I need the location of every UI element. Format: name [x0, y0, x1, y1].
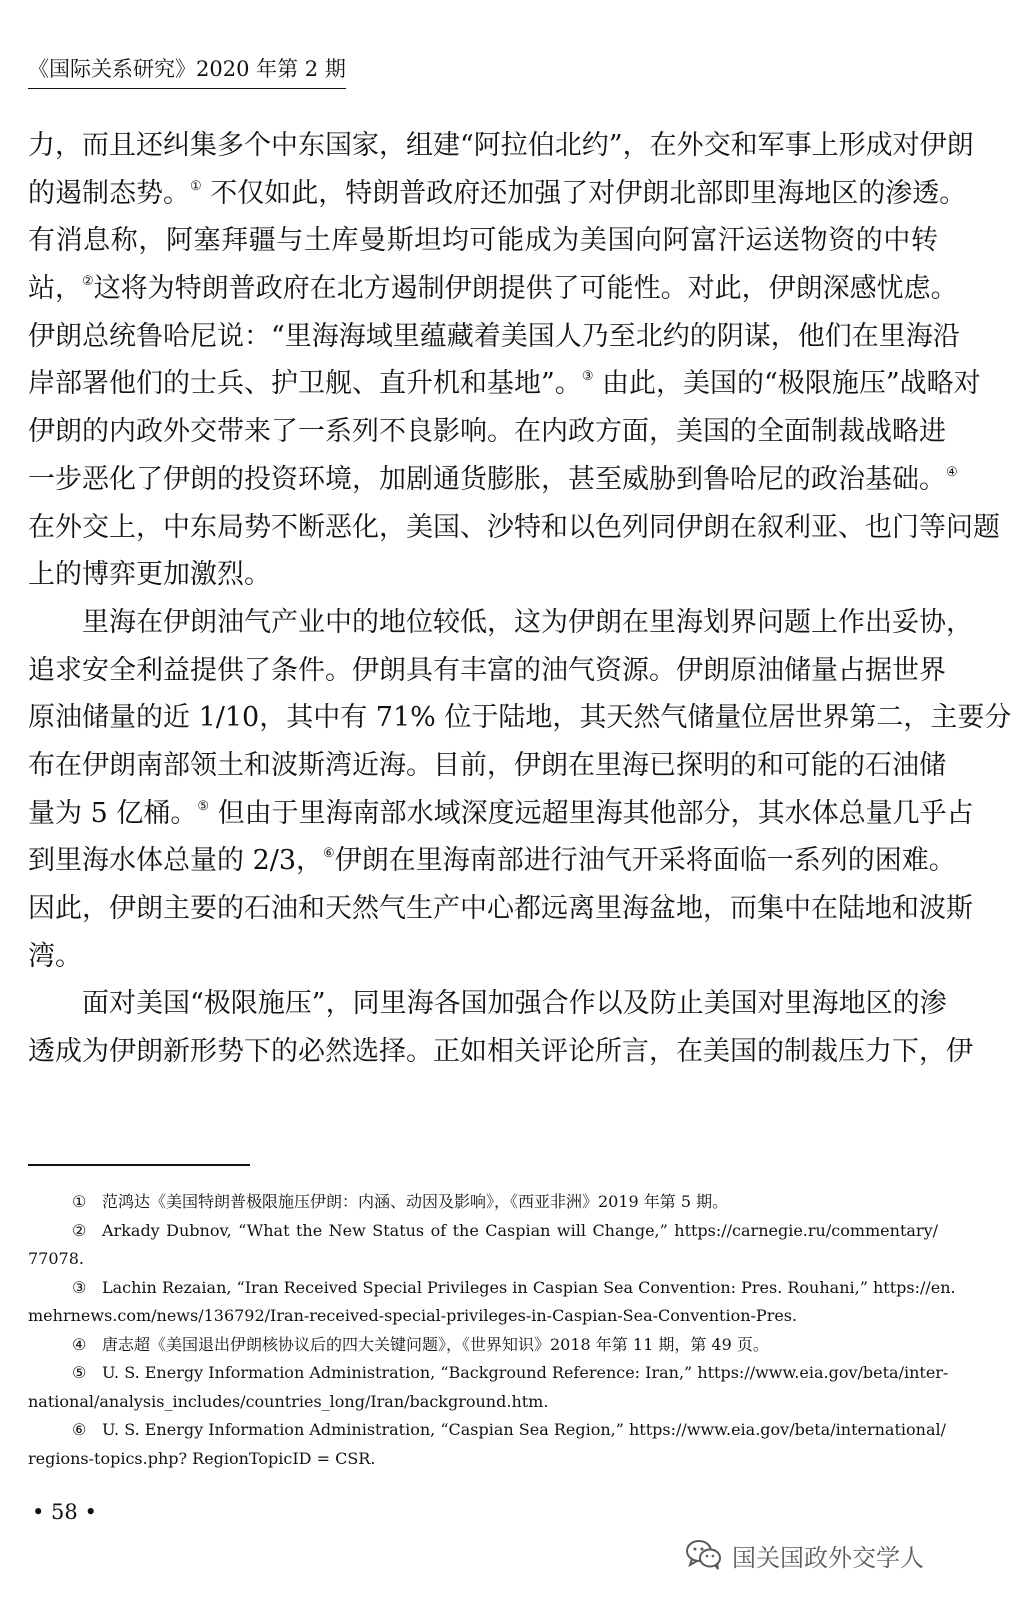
body-line-text: 追求安全利益提供了条件。伊朗具有丰富的油气资源。伊朗原油储量占据世界: [28, 654, 946, 686]
watermark: [684, 1537, 924, 1573]
body-line: [28, 837, 956, 885]
footnotes: [28, 1188, 956, 1473]
footnote-marker: ④: [72, 1334, 87, 1354]
footnote-text: U. S. Energy Information Administration, “Background Reference: Iran,” https://www.eia.gov/beta/inter-: [102, 1363, 949, 1382]
body-line-text: 由此，美国的“极限施压”战略对: [593, 368, 981, 400]
body-line: [28, 504, 1000, 552]
body-line-text: 在外交上，中东局势不断恶化，美国、沙特和以色列同伊朗在叙利亚、也门等问题: [28, 511, 1000, 543]
footnote-text: 77078.: [28, 1249, 84, 1268]
watermark-text: 国关国政外交学人: [732, 1543, 924, 1572]
body-line: [28, 217, 938, 265]
body-line-text: 这将为特朗普政府在北方遏制伊朗提供了可能性。对此，伊朗深感忧虑。: [93, 273, 958, 305]
footnote-ref[interactable]: ③: [581, 369, 594, 385]
footnote-ref[interactable]: ④: [946, 464, 958, 480]
body-line-text: 因此，伊朗主要的石油和天然气生产中心都远离里海盆地，而集中在陆地和波斯: [28, 893, 973, 924]
body-line: [28, 360, 981, 408]
footnote-marker: ①: [72, 1192, 87, 1211]
body-line-text: 的遏制态势。: [28, 177, 190, 209]
body-line-text: 不仅如此，特朗普政府还加强了对伊朗北部即里海地区的渗透。: [201, 177, 967, 209]
body-line: [28, 790, 974, 838]
body-line: [28, 599, 973, 647]
footnote-line: [28, 1188, 938, 1217]
footnote-line: [28, 1331, 938, 1360]
body-line: [28, 647, 946, 695]
footnote-marker: ③: [72, 1277, 87, 1297]
footnote-line: [28, 1274, 956, 1303]
body-line-text: 站，: [28, 273, 82, 305]
footnote-text: regions-topics.php? RegionTopicID = CSR.: [28, 1448, 376, 1468]
body-line-text: 伊朗的内政外交带来了一系列不良影响。在内政方面，美国的全面制裁战略进: [28, 416, 946, 448]
footnote-text: 范鸿达《美国特朗普极限施压伊朗：内涵、动因及影响》，《西亚非洲》2019 年第 5 期。: [102, 1192, 729, 1211]
body-line-text: 量为 5 亿桶。: [28, 797, 198, 829]
footnote-marker: ⑤: [72, 1363, 87, 1382]
footnote-line: [28, 1217, 938, 1246]
body-line: [28, 742, 946, 790]
wechat-icon: [684, 1538, 724, 1572]
footnote-text: U. S. Energy Information Administration, “Caspian Sea Region,” https://www.eia.gov/beta/international/: [102, 1420, 946, 1439]
footnote-line: [28, 1302, 938, 1331]
body-line-text: 布在伊朗南部领土和波斯湾近海。目前，伊朗在里海已探明的和可能的石油储: [28, 749, 946, 781]
body-line: [28, 313, 960, 361]
footnote-ref[interactable]: ①: [190, 178, 202, 194]
body-line: [28, 170, 967, 218]
body-line-text: 到里海水体总量的 2/3，: [28, 845, 324, 877]
footnote-marker: ②: [72, 1220, 87, 1240]
body-line-text: 一步恶化了伊朗的投资环境，加剧通货膨胀，甚至威胁到鲁哈尼的政治基础。: [28, 463, 946, 495]
body-line: [28, 933, 938, 981]
page-number: • 58 •: [32, 1500, 97, 1524]
body-line: [28, 694, 1011, 742]
footnote-line: [28, 1416, 946, 1445]
body-line-text: 岸部署他们的士兵、护卫舰、直升机和基地”。: [28, 368, 582, 400]
body-text: [28, 122, 1011, 1076]
body-line-text: 力，而且还纠集多个中东国家，组建“阿拉伯北约”，在外交和军事上形成对伊朗: [28, 130, 974, 161]
body-line-text: 但由于里海南部水域深度远超里海其他部分，其水体总量几乎占: [209, 797, 974, 829]
body-line: [28, 1028, 973, 1076]
journal-header: 《国际关系研究》2020 年第 2 期: [28, 54, 346, 89]
footnote-divider: [28, 1164, 250, 1166]
body-line-text: 有消息称，阿塞拜疆与土库曼斯坦均可能成为美国向阿富汗运送物资的中转: [28, 225, 938, 257]
footnote-marker: ⑥: [72, 1420, 87, 1439]
body-line: [28, 551, 938, 599]
body-line-text: 透成为伊朗新形势下的必然选择。正如相关评论所言，在美国的制裁压力下，伊: [28, 1036, 973, 1068]
footnote-text: Arkady Dubnov, “What the New Status of the Caspian will Change,” https://carnegie.ru/commentary/: [102, 1220, 938, 1240]
footnote-line: [28, 1359, 949, 1388]
footnote-text: 唐志超《美国退出伊朗核协议后的四大关键问题》，《世界知识》2018 年第 11 期，第 49 页。: [102, 1334, 769, 1354]
body-line-text: 原油储量的近 1/10，其中有 71% 位于陆地，其天然气储量位居世界第二，主要分: [28, 702, 1011, 734]
footnote-line: [28, 1445, 938, 1474]
footnote-ref[interactable]: ⑥: [323, 846, 335, 862]
body-line: [28, 408, 946, 456]
footnote-ref[interactable]: ⑤: [197, 798, 209, 814]
body-line: [28, 265, 958, 313]
body-line: [28, 456, 958, 504]
footnote-line: [28, 1245, 938, 1274]
footnote-ref[interactable]: ②: [82, 274, 94, 290]
footnote-line: [28, 1388, 938, 1417]
body-line-text: 伊朗总统鲁哈尼说：“里海海域里蕴藏着美国人乃至北约的阴谋，他们在里海沿: [28, 320, 960, 352]
footnote-text: national/analysis_includes/countries_long/Iran/background.htm.: [28, 1391, 549, 1411]
body-line-text: 湾。: [28, 940, 82, 972]
footnote-text: Lachin Rezaian, “Iran Received Special Privileges in Caspian Sea Convention: Pres. Rouhani,” https://en.: [102, 1277, 956, 1297]
body-line-text: 面对美国“极限施压”，同里海各国加强合作以及防止美国对里海地区的渗: [82, 988, 947, 1020]
body-line: [28, 980, 947, 1028]
body-line: [28, 122, 974, 170]
body-line: [28, 885, 973, 933]
footnote-text: mehrnews.com/news/136792/Iran-received-special-privileges-in-Caspian-Sea-Convention-Pres.: [28, 1306, 798, 1325]
body-line-text: 上的博弈更加激烈。: [28, 559, 271, 591]
body-line-text: 伊朗在里海南部进行油气开采将面临一系列的困难。: [334, 845, 956, 877]
body-line-text: 里海在伊朗油气产业中的地位较低，这为伊朗在里海划界问题上作出妥协，: [82, 606, 973, 638]
